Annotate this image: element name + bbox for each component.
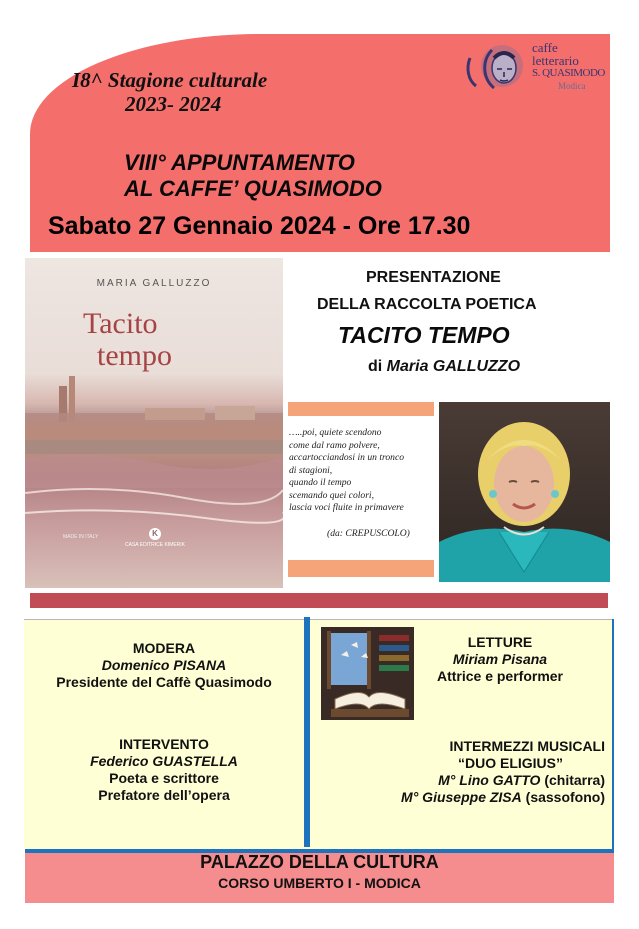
speaker-desc2: Prefatore dell’opera [98, 787, 230, 803]
reading-block [420, 634, 580, 685]
moderator-role: MODERA [132, 640, 196, 656]
section-divider [30, 593, 608, 608]
panel-right-edge [612, 619, 614, 849]
publisher-name: CASA EDITRICE KIMERIK [125, 542, 186, 548]
presentation-title: TACITO TEMPO [338, 322, 510, 348]
venue-name: PALAZZO DELLA CULTURA [200, 852, 439, 872]
book-publisher [125, 528, 185, 548]
logo-text [532, 41, 605, 93]
appointment-title [124, 150, 382, 202]
musician1-name: M° Lino GATTO [438, 772, 541, 788]
reading-desc: Attrice e performer [436, 668, 564, 684]
musician2 [325, 789, 605, 806]
venue-address: CORSO UMBERTO I - MODICA [218, 875, 421, 891]
quote-line: …..poi, quiete scendono [289, 427, 382, 438]
quote-line: scemando quei colori, [289, 489, 374, 501]
panel-separator [304, 617, 310, 847]
music-block [325, 738, 605, 806]
musician2-instrument: (sassofono) [525, 789, 605, 805]
speaker-role: INTERVENTO [119, 736, 209, 752]
moderator-name: Domenico PISANA [101, 657, 227, 673]
moderator-desc: Presidente del Caffè Quasimodo [56, 674, 272, 690]
book-title-line1: Tacito [83, 307, 158, 340]
presentation-line1: PRESENTAZIONE [366, 269, 501, 286]
quote-source: (da: CREPUSCOLO) [327, 528, 410, 539]
logo-line3: S. QUASIMODO [532, 67, 605, 79]
speaker-block [35, 736, 293, 804]
logo-line4: Modica [558, 81, 586, 91]
season-line2: 2023- 2024 [125, 92, 222, 116]
season-line1: I8^ Stagione culturale [72, 68, 268, 92]
book-made-in: MADE IN ITALY [63, 534, 99, 540]
author-photo [439, 402, 610, 582]
publisher-k-icon: K [149, 528, 161, 540]
reading-name: Miriam Pisana [452, 651, 548, 667]
book-cover [25, 258, 283, 588]
moderator-block [35, 640, 293, 691]
musician2-name: M° Giuseppe ZISA [401, 789, 522, 805]
logo-line1: caffe [532, 40, 558, 55]
quote-line: come dal ramo polvere, [289, 439, 380, 451]
appointment-line2: AL CAFFE’ QUASIMODO [124, 176, 382, 201]
quote-line: quando il tempo [289, 477, 352, 488]
music-role: INTERMEZZI MUSICALI [449, 738, 605, 754]
music-group: “DUO ELIGIUS” [457, 755, 563, 771]
presentation-author-name: Maria GALLUZZO [386, 358, 521, 375]
author-portrait-icon [439, 402, 610, 582]
quote-line: accartocciandosi in un tronco [289, 452, 405, 463]
presentation-by: di [368, 358, 383, 375]
quote-line: di stagioni, [289, 464, 333, 476]
book-title [83, 308, 172, 372]
event-date: Sabato 27 Gennaio 2024 - Ore 17.30 [48, 212, 471, 240]
speaker-name: Federico GUASTELLA [90, 753, 238, 769]
book-title-line2: tempo [97, 339, 172, 372]
musician1 [325, 772, 605, 789]
appointment-line1: VIII° APPUNTAMENTO [124, 150, 355, 175]
presentation-author [368, 358, 520, 376]
book-author: MARIA GALLUZZO [96, 278, 212, 289]
musician1-instrument: (chitarra) [544, 772, 605, 788]
speaker-desc1: Poeta e scrittore [109, 770, 219, 786]
quote-line: lascia voci fluite in primavere [289, 502, 404, 513]
presentation-line2: DELLA RACCOLTA POETICA [317, 296, 537, 313]
quote-bar-bottom [288, 560, 434, 577]
poem-quote [289, 427, 439, 515]
reading-role: LETTURE [467, 634, 533, 650]
open-book-illustration [321, 627, 414, 720]
season-title [72, 68, 267, 116]
logo-line2: letterario [532, 53, 579, 68]
quote-bar-top [288, 402, 434, 416]
